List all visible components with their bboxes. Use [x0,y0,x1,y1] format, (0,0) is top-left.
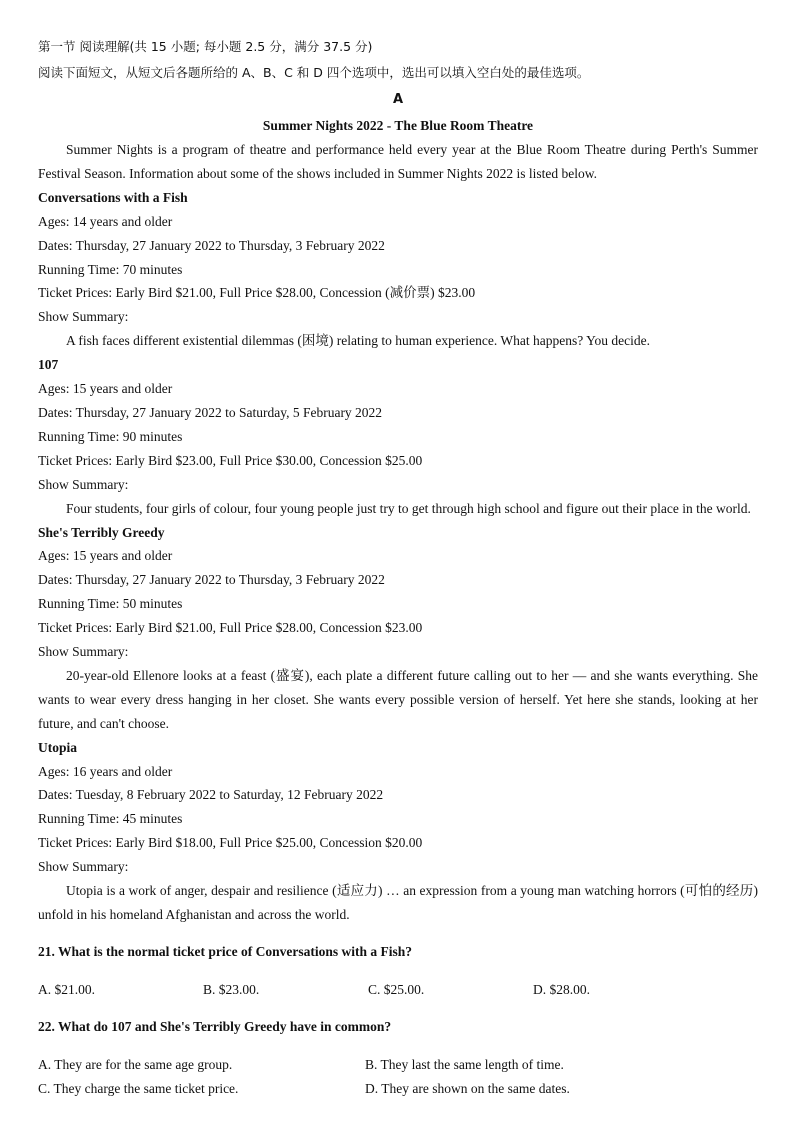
show-block [38,736,758,927]
show-name: 107 [38,357,59,373]
show-ticket-prices: Ticket Prices: Early Bird $21.00, Full Price $28.00, Concession $23.00 [38,620,423,636]
show-ticket-prices: Ticket Prices: Early Bird $23.00, Full Price $30.00, Concession $25.00 [38,452,423,468]
show-summary: Four students, four girls of colour, four young people just try to get through high school and figure out their place in the world. [66,500,751,516]
show-ages: Ages: 15 years and older [38,548,173,564]
show-ticket-prices: Ticket Prices: Early Bird $21.00, Full Price $28.00, Concession (减价票) $23.00 [38,285,476,301]
section-header: 第一节 阅读理解(共 15 小题; 每小题 2.5 分，满分 37.5 分) [38,39,373,54]
show-name: Conversations with a Fish [38,189,188,205]
show-summary: 20-year-old Ellenore looks at a feast (盛宴), each plate a different future calling out to her — and she wants everything. She wants to wear every dress hanging in her closet. She wants every possible version of herself. Yet here she stands, looking at her future, and can't choose. [38,667,758,731]
passage-title: Summer Nights 2022 - The Blue Room Theatre [262,118,534,133]
show-block [38,353,758,520]
passage-intro: Summer Nights is a program of theatre and performance held every year at the Blue Room Theatre during Perth's Summer Festival Season. Information about some of the shows included in Summer Nights 2022 is listed below. [38,142,758,181]
show-dates: Dates: Thursday, 27 January 2022 to Thursday, 3 February 2022 [38,572,385,588]
exam-page [38,37,758,1100]
question-stem: 21. What is the normal ticket price of Conversations with a Fish? [38,944,412,960]
show-running-time: Running Time: 90 minutes [38,428,183,444]
show-ages: Ages: 14 years and older [38,213,173,229]
directions: 阅读下面短文，从短文后各题所给的 A、B、C 和 D 四个选项中，选出可以填入空白处的最佳选项。 [38,65,590,80]
option-c: C. $25.00. [368,981,425,997]
option-d: D. $28.00. [533,981,590,997]
show-dates: Dates: Thursday, 27 January 2022 to Thursday, 3 February 2022 [38,237,385,253]
question-block [38,1015,758,1100]
show-summary-label: Show Summary: [38,309,129,325]
show-running-time: Running Time: 70 minutes [38,261,183,277]
show-summary-label: Show Summary: [38,476,129,492]
answer-options [38,978,758,1002]
option-a: A. $21.00. [38,981,95,997]
show-dates: Dates: Thursday, 27 January 2022 to Saturday, 5 February 2022 [38,404,383,420]
show-ticket-prices: Ticket Prices: Early Bird $18.00, Full Price $25.00, Concession $20.00 [38,835,423,851]
show-block [38,521,758,736]
show-name: She's Terribly Greedy [38,524,165,540]
option-b: B. They last the same length of time. [365,1056,564,1072]
question-block [38,940,758,1001]
show-summary: Utopia is a work of anger, despair and resilience (适应力) … an expression from a young man watching horrors (可怕的经历) unfold in his homeland Afghanistan and across the world. [38,883,758,922]
show-running-time: Running Time: 50 minutes [38,596,183,612]
option-d: D. They are shown on the same dates. [365,1080,570,1096]
passage-letter: A [392,92,404,107]
show-name: Utopia [38,739,78,755]
show-summary-label: Show Summary: [38,644,129,660]
option-c: C. They charge the same ticket price. [38,1080,239,1096]
option-b: B. $23.00. [203,981,260,997]
option-a: A. They are for the same age group. [38,1056,233,1072]
show-ages: Ages: 15 years and older [38,381,173,397]
show-block [38,186,758,353]
show-dates: Dates: Tuesday, 8 February 2022 to Saturday, 12 February 2022 [38,787,384,803]
show-ages: Ages: 16 years and older [38,763,173,779]
show-running-time: Running Time: 45 minutes [38,811,183,827]
show-summary-label: Show Summary: [38,859,129,875]
answer-options [38,1053,758,1077]
question-stem: 22. What do 107 and She's Terribly Greedy have in common? [38,1019,392,1035]
answer-options [38,1077,758,1101]
show-summary: A fish faces different existential dilemmas (困境) relating to human experience. What happens? You decide. [66,333,650,349]
